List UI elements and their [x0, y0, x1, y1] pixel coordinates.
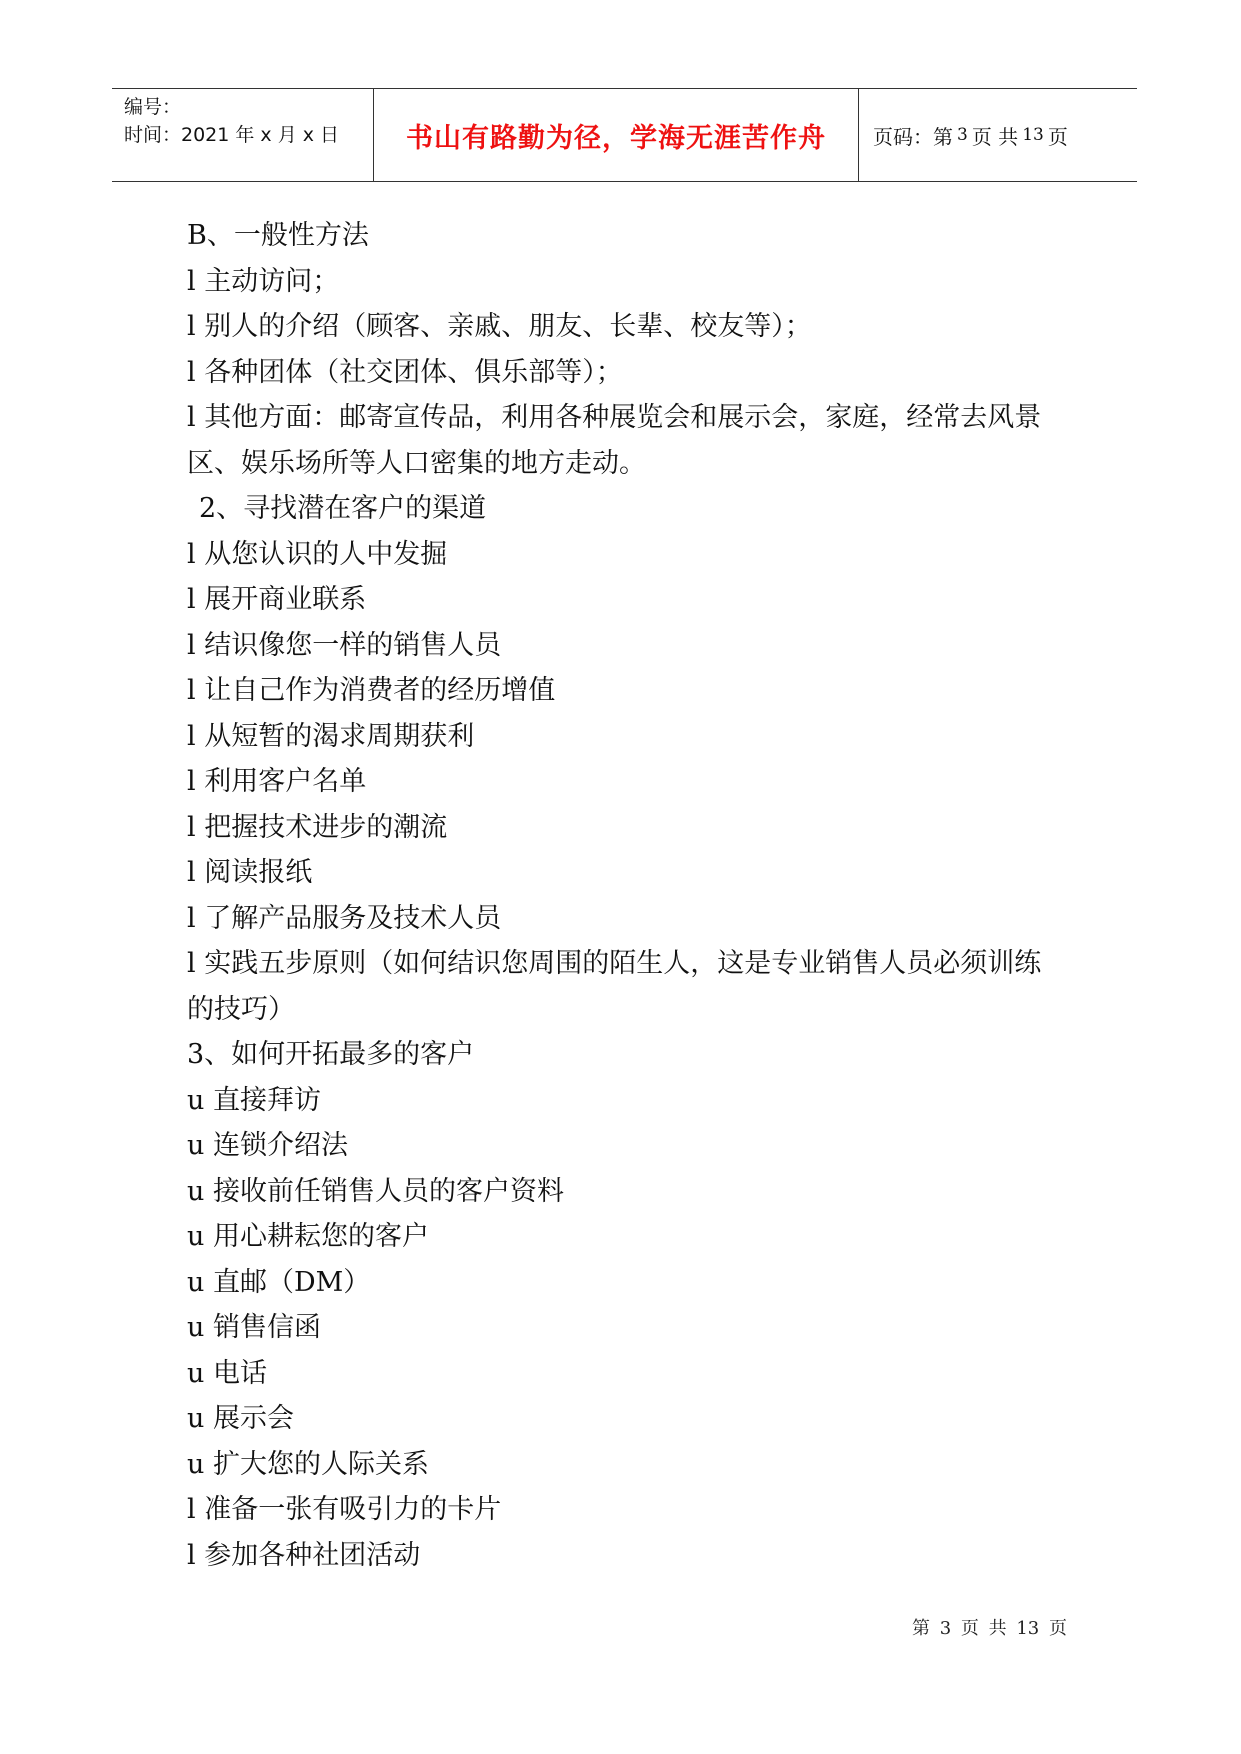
- list-item: l 阅读报纸: [187, 857, 313, 888]
- list-item: u 直邮（DM）: [187, 1266, 371, 1298]
- list-item: u 连锁介绍法: [187, 1130, 348, 1161]
- header-meta: [112, 89, 374, 181]
- header-motto: [374, 89, 859, 181]
- document-date: 时间：2021 年 x 月 x 日: [124, 124, 340, 146]
- page-mid: 页 共: [971, 124, 1019, 149]
- document-body: [187, 213, 1067, 1578]
- list-item: l 参加各种社团活动: [187, 1539, 421, 1571]
- list-item: l 利用客户名单: [187, 766, 367, 797]
- list-item: u 扩大您的人际关系: [187, 1448, 429, 1480]
- page-suffix: 页: [1047, 124, 1068, 149]
- list-item: u 电话: [187, 1357, 267, 1389]
- list-item: l 实践五步原则（如何结识您周围的陌生人，这是专业销售人员必须训练的技巧）: [187, 948, 1042, 1025]
- document-number-label: 编号：: [124, 96, 182, 118]
- page-prefix: 页码：第: [873, 124, 953, 149]
- page-footer: 第 3 页 共 13 页: [912, 1618, 1067, 1639]
- list-item: l 其他方面：邮寄宣传品，利用各种展览会和展示会，家庭，经常去风景区、娱乐场所等人口密集的地方走动。: [187, 402, 1042, 479]
- motto-text: 书山有路勤为径，学海无涯苦作舟: [406, 122, 826, 154]
- section-heading: B、一般性方法: [187, 220, 369, 251]
- list-item: u 展示会: [187, 1403, 294, 1434]
- section-heading: 2、寻找潜在客户的渠道: [199, 493, 487, 524]
- list-item: l 让自己作为消费者的经历增值: [187, 675, 556, 706]
- list-item: l 准备一张有吸引力的卡片: [187, 1494, 502, 1525]
- section-heading: 3、如何开拓最多的客户: [187, 1039, 475, 1070]
- list-item: l 主动访问；: [187, 265, 340, 297]
- list-item: l 别人的介绍（顾客、亲戚、朋友、长辈、校友等）；: [187, 311, 812, 342]
- list-item: u 直接拜访: [187, 1084, 321, 1116]
- list-item: l 展开商业联系: [187, 584, 367, 615]
- list-item: l 从短暂的渴求周期获利: [187, 720, 475, 752]
- list-item: u 销售信函: [187, 1312, 321, 1343]
- header-page-number: [859, 89, 1137, 181]
- list-item: l 从您认识的人中发掘: [187, 538, 448, 570]
- page-current: 3: [957, 125, 968, 145]
- list-item: u 接收前任销售人员的客户资料: [187, 1175, 564, 1207]
- list-item: l 了解产品服务及技术人员: [187, 902, 502, 934]
- page-total: 13: [1022, 125, 1044, 145]
- list-item: l 把握技术进步的潮流: [187, 811, 448, 843]
- list-item: u 用心耕耘您的客户: [187, 1221, 429, 1252]
- list-item: l 各种团体（社交团体、俱乐部等）；: [187, 356, 623, 388]
- page-header: [112, 88, 1137, 182]
- list-item: l 结识像您一样的销售人员: [187, 629, 502, 661]
